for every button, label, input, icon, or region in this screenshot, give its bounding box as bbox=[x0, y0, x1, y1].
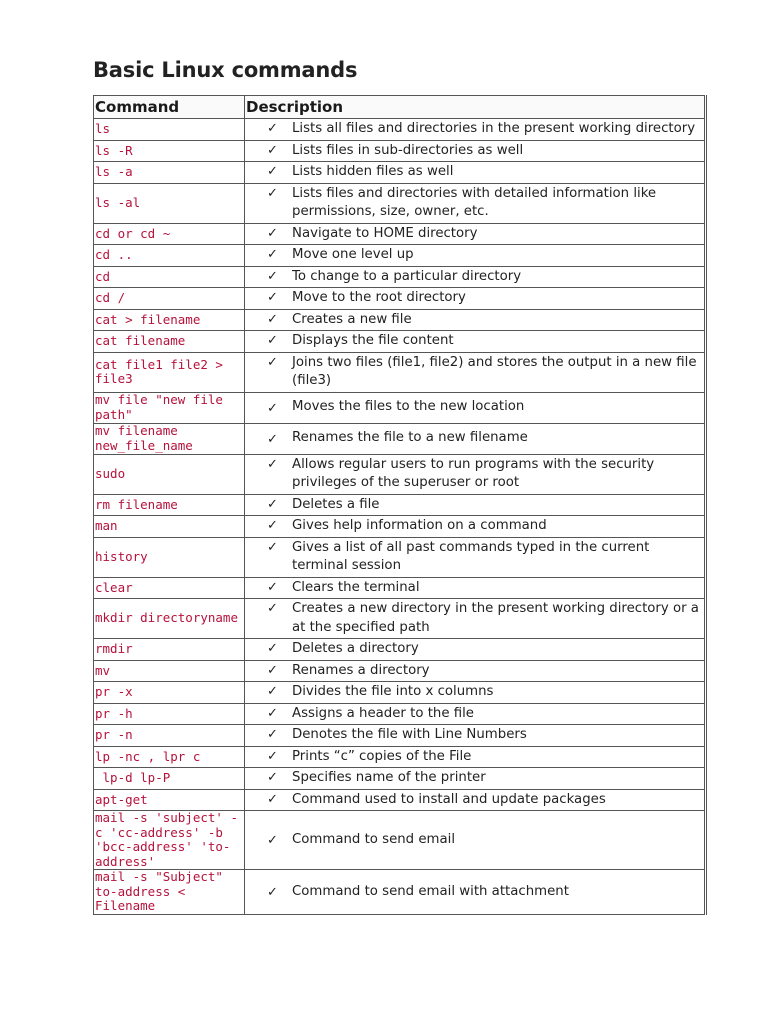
command-cell: man bbox=[94, 516, 245, 538]
description-cell: Divides the file into x columns bbox=[292, 684, 494, 699]
checkmark-icon: ✓ bbox=[267, 289, 278, 304]
command-cell: ls -R bbox=[94, 140, 245, 162]
checkmark-icon: ✓ bbox=[267, 495, 278, 511]
table-row bbox=[94, 119, 706, 141]
table-row bbox=[94, 223, 706, 245]
table-row bbox=[94, 537, 706, 577]
table-row bbox=[94, 352, 706, 392]
table-row bbox=[94, 140, 706, 162]
checkmark-icon: ✓ bbox=[267, 163, 278, 178]
command-cell: ls bbox=[94, 119, 245, 141]
checkmark-icon: ✓ bbox=[267, 246, 278, 261]
checkmark-icon: ✓ bbox=[267, 310, 278, 326]
command-cell: ls -a bbox=[94, 162, 245, 184]
table-row bbox=[94, 183, 706, 223]
checkmark-icon: ✓ bbox=[267, 769, 278, 784]
table-header-row bbox=[94, 96, 706, 119]
command-cell: cd bbox=[94, 266, 245, 288]
table-row bbox=[94, 331, 706, 353]
description-cell: Lists files in sub-directories as well bbox=[292, 142, 524, 158]
description-cell: Assigns a header to the file bbox=[292, 705, 474, 721]
table-row bbox=[94, 245, 706, 267]
command-cell: mail -s "Subject" to-address < Filename bbox=[94, 870, 245, 915]
command-cell: pr -x bbox=[94, 682, 245, 704]
command-cell: mv bbox=[94, 660, 245, 682]
description-cell: Renames a directory bbox=[292, 662, 430, 678]
description-cell: Prints “c” copies of the File bbox=[292, 748, 472, 764]
checkmark-icon: ✓ bbox=[267, 332, 278, 347]
table-row bbox=[94, 703, 706, 725]
description-cell: Specifies name of the printer bbox=[292, 770, 486, 785]
command-cell: pr -h bbox=[94, 703, 245, 725]
checkmark-icon: ✓ bbox=[267, 517, 278, 532]
description-cell: Navigate to HOME directory bbox=[292, 225, 478, 241]
command-cell: mkdir directoryname bbox=[94, 599, 245, 639]
table-row bbox=[94, 789, 706, 811]
description-cell: Moves the files to the new location bbox=[292, 399, 525, 415]
table-row bbox=[94, 454, 706, 494]
checkmark-icon: ✓ bbox=[267, 726, 278, 741]
checkmark-icon: ✓ bbox=[267, 832, 278, 847]
checkmark-icon: ✓ bbox=[267, 538, 278, 554]
command-cell: pr -n bbox=[94, 725, 245, 747]
description-column-header: Description bbox=[245, 96, 706, 119]
description-cell: Gives help information on a command bbox=[292, 518, 547, 533]
description-cell: Joins two files (file1, file2) and stores the output in a new file (file3) bbox=[292, 354, 697, 388]
checkmark-icon: ✓ bbox=[267, 640, 278, 655]
command-cell: cd or cd ~ bbox=[94, 223, 245, 245]
checkmark-icon: ✓ bbox=[267, 399, 278, 415]
description-cell: To change to a particular directory bbox=[292, 268, 522, 284]
table-row bbox=[94, 423, 706, 454]
table-row bbox=[94, 266, 706, 288]
description-cell: Gives a list of all past commands typed in the current terminal session bbox=[292, 539, 650, 573]
table-row bbox=[94, 811, 706, 870]
checkmark-icon: ✓ bbox=[267, 683, 278, 698]
checkmark-icon: ✓ bbox=[267, 430, 278, 446]
description-cell: Allows regular users to run programs with the security privileges of the superuser or root bbox=[292, 456, 655, 490]
command-cell: lp-d lp-P bbox=[94, 768, 245, 790]
description-cell: Clears the terminal bbox=[292, 579, 420, 595]
table-row bbox=[94, 725, 706, 747]
command-cell: mv file "new file path" bbox=[94, 392, 245, 423]
checkmark-icon: ✓ bbox=[267, 224, 278, 240]
checkmark-icon: ✓ bbox=[267, 578, 278, 594]
checkmark-icon: ✓ bbox=[267, 661, 278, 677]
command-cell: cd .. bbox=[94, 245, 245, 267]
command-cell: rm filename bbox=[94, 494, 245, 516]
command-cell: clear bbox=[94, 577, 245, 599]
description-cell: Denotes the file with Line Numbers bbox=[292, 727, 527, 742]
description-cell: Command to send email bbox=[292, 831, 456, 847]
checkmark-icon: ✓ bbox=[267, 455, 278, 471]
command-cell: ls -al bbox=[94, 183, 245, 223]
checkmark-icon: ✓ bbox=[267, 600, 278, 615]
checkmark-icon: ✓ bbox=[267, 120, 278, 135]
command-cell: cd / bbox=[94, 288, 245, 310]
checkmark-icon: ✓ bbox=[267, 267, 278, 283]
description-cell: Command to send email with attachment bbox=[292, 883, 569, 899]
command-column-header: Command bbox=[94, 96, 245, 119]
description-cell: Lists files and directories with detailed information like permissions, size, owner, etc. bbox=[292, 185, 657, 219]
table-row bbox=[94, 516, 706, 538]
checkmark-icon: ✓ bbox=[267, 141, 278, 157]
command-cell: cat > filename bbox=[94, 309, 245, 331]
description-cell: Lists hidden files as well bbox=[292, 164, 454, 179]
description-cell: Displays the file content bbox=[292, 333, 454, 348]
command-cell: history bbox=[94, 537, 245, 577]
table-row bbox=[94, 768, 706, 790]
table-row bbox=[94, 660, 706, 682]
checkmark-icon: ✓ bbox=[267, 353, 278, 369]
table-row bbox=[94, 288, 706, 310]
description-cell: Creates a new file bbox=[292, 311, 412, 327]
table-row bbox=[94, 870, 706, 915]
description-cell: Deletes a file bbox=[292, 496, 380, 512]
checkmark-icon: ✓ bbox=[267, 884, 278, 899]
description-cell: Lists all files and directories in the present working directory bbox=[292, 121, 696, 136]
table-row bbox=[94, 639, 706, 661]
table-row bbox=[94, 494, 706, 516]
table-row bbox=[94, 746, 706, 768]
checkmark-icon: ✓ bbox=[267, 704, 278, 720]
command-cell: rmdir bbox=[94, 639, 245, 661]
page-title: Basic Linux commands bbox=[93, 58, 358, 82]
command-cell: apt-get bbox=[94, 789, 245, 811]
checkmark-icon: ✓ bbox=[267, 184, 278, 200]
command-cell: cat filename bbox=[94, 331, 245, 353]
table-row bbox=[94, 392, 706, 423]
description-cell: Move one level up bbox=[292, 247, 414, 262]
command-cell: lp -nc , lpr c bbox=[94, 746, 245, 768]
description-cell: Creates a new directory in the present working directory or a at the specified path bbox=[292, 601, 699, 635]
table-row bbox=[94, 682, 706, 704]
checkmark-icon: ✓ bbox=[267, 790, 278, 806]
commands-table bbox=[93, 95, 707, 915]
description-cell: Deletes a directory bbox=[292, 641, 419, 656]
table-row bbox=[94, 577, 706, 599]
description-cell: Move to the root directory bbox=[292, 290, 466, 305]
table-row bbox=[94, 599, 706, 639]
description-cell: Renames the file to a new filename bbox=[292, 430, 528, 446]
table-row bbox=[94, 162, 706, 184]
checkmark-icon: ✓ bbox=[267, 747, 278, 763]
command-cell: sudo bbox=[94, 454, 245, 494]
command-cell: mv filename new_file_name bbox=[94, 423, 245, 454]
command-cell: mail -s 'subject' -c 'cc-address' -b 'bcc-address' 'to-address' bbox=[94, 811, 245, 870]
table-row bbox=[94, 309, 706, 331]
command-cell: cat file1 file2 > file3 bbox=[94, 352, 245, 392]
description-cell: Command used to install and update packages bbox=[292, 791, 606, 807]
